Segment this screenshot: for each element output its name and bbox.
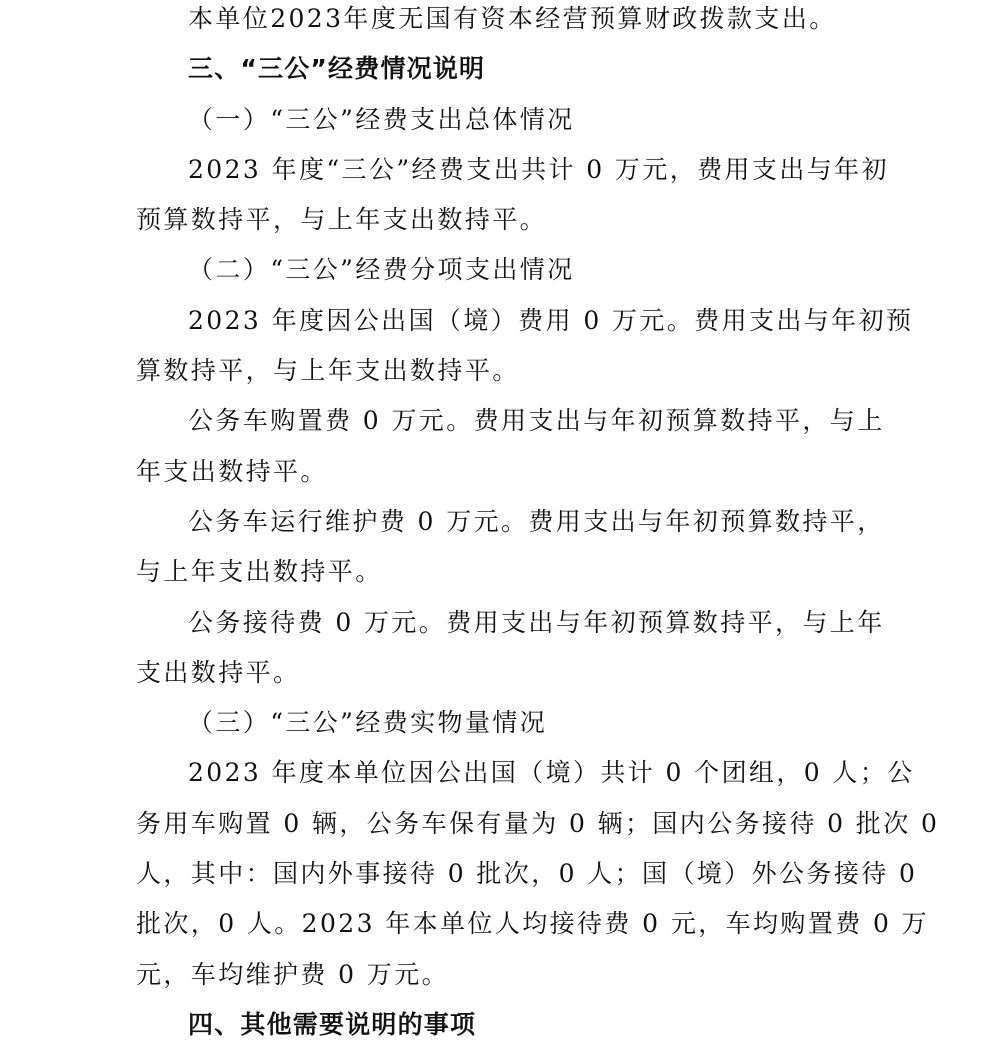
paragraph-line: 年支出数持平。 bbox=[136, 456, 328, 486]
paragraph-line: 公务车购置费 0 万元。费用支出与年初预算数持平，与上 bbox=[188, 406, 885, 436]
paragraph-line: 公务接待费 0 万元。费用支出与年初预算数持平，与上年 bbox=[188, 607, 885, 637]
paragraph-line: 预算数持平，与上年支出数持平。 bbox=[136, 205, 548, 235]
paragraph-line: 人，其中：国内外事接待 0 批次，0 人；国（境）外公务接待 0 bbox=[136, 859, 918, 889]
paragraph-line: 2023 年度“三公”经费支出共计 0 万元，费用支出与年初 bbox=[188, 154, 889, 184]
document-page bbox=[136, 0, 940, 1050]
paragraph-line: 公务车运行维护费 0 万元。费用支出与年初预算数持平， bbox=[188, 506, 885, 536]
paragraph-line: 元，车均维护费 0 万元。 bbox=[136, 959, 450, 989]
subsection-heading-2: （二）“三公”经费分项支出情况 bbox=[188, 255, 575, 285]
subsection-heading-3: （三）“三公”经费实物量情况 bbox=[188, 708, 548, 738]
text-line: 本单位2023年度无国有资本经营预算财政拨款支出。 bbox=[188, 4, 837, 33]
section-heading-4: 四、其他需要说明的事项 bbox=[188, 1009, 477, 1039]
paragraph-line: 批次，0 人。2023 年本单位人均接待费 0 元，车均购置费 0 万 bbox=[136, 909, 930, 939]
section-heading-3: 三、“三公”经费情况说明 bbox=[188, 54, 486, 84]
paragraph-line: 算数持平，与上年支出数持平。 bbox=[136, 356, 520, 386]
paragraph-line: 2023 年度因公出国（境）费用 0 万元。费用支出与年初预 bbox=[188, 305, 914, 335]
paragraph-line: 支出数持平。 bbox=[136, 657, 301, 687]
paragraph-line: 务用车购置 0 辆，公务车保有量为 0 辆；国内公务接待 0 批次 0 bbox=[136, 808, 940, 838]
paragraph-line: 与上年支出数持平。 bbox=[136, 557, 383, 587]
subsection-heading-1: （一）“三公”经费支出总体情况 bbox=[188, 104, 575, 134]
paragraph-line: 2023 年度本单位因公出国（境）共计 0 个团组，0 人；公 bbox=[188, 758, 915, 788]
